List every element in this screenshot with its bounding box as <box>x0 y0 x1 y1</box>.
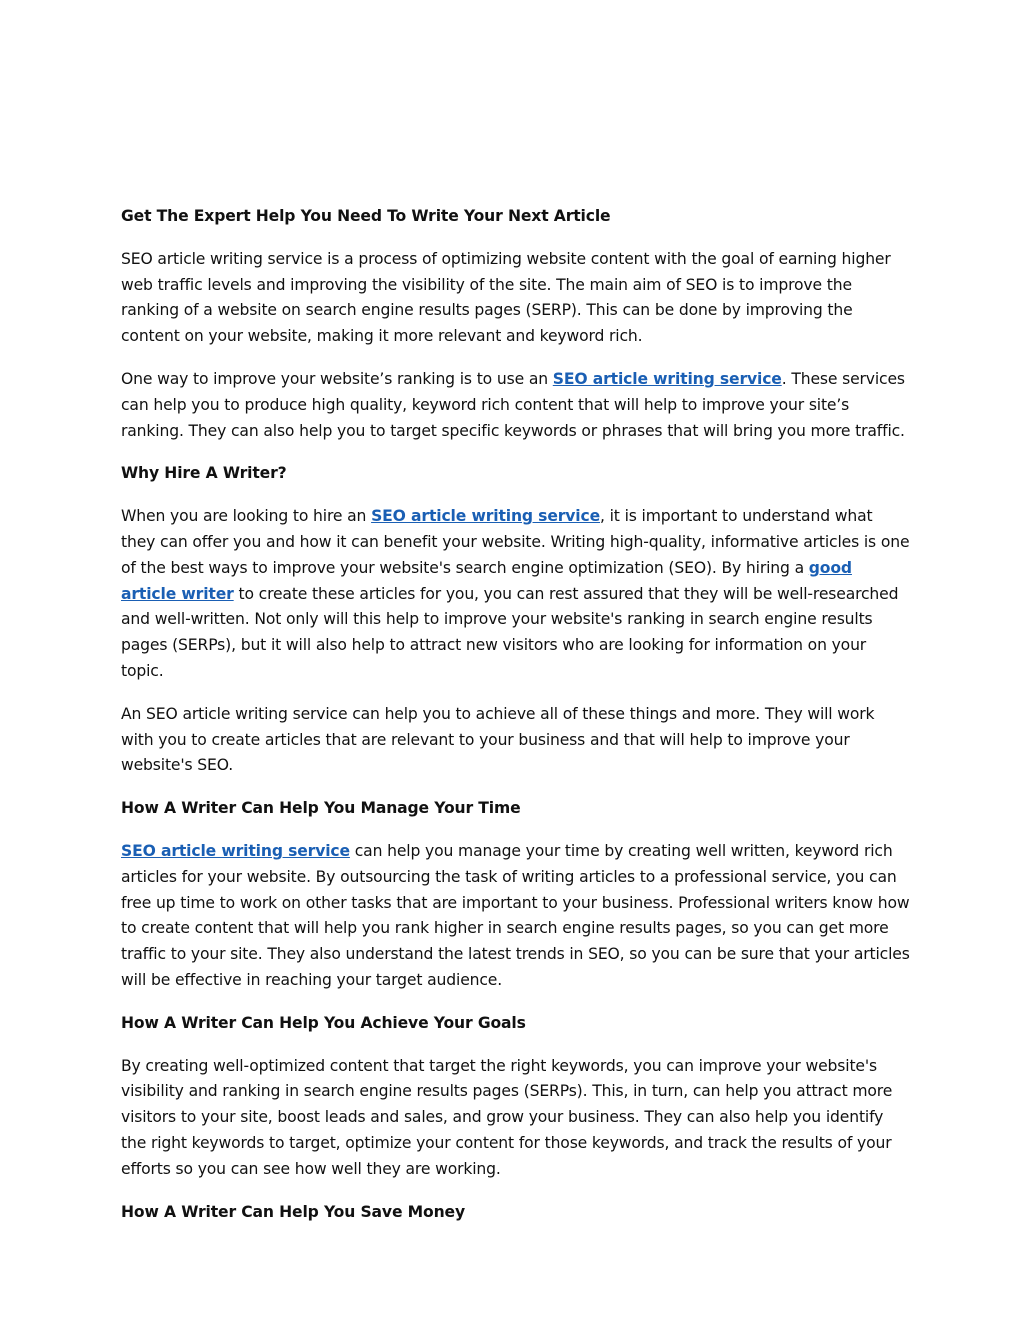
heading-save-money: How A Writer Can Help You Save Money <box>121 1202 465 1221</box>
paragraph-ranking <box>121 367 911 444</box>
seo-article-writing-service-link[interactable]: SEO article writing service <box>121 841 350 860</box>
good-article-writer-link[interactable]: good article writer <box>121 558 852 603</box>
seo-article-writing-service-link[interactable]: SEO article writing service <box>552 369 782 388</box>
heading-why-hire: Why Hire A Writer? <box>121 464 287 483</box>
paragraph-text: When you are looking to hire an <box>121 507 372 526</box>
paragraph-text: By creating well-optimized content that target the right keywords, you can improve your website's visibility and ranking in search engine results pages (SERPs). This, in turn, can help you attract more visitors to your site, boost leads and sales, and grow your business. They can also help you identify the right keywords to target, optimize your content for those keywords, and track the results of your efforts so you can see how well they are working. <box>121 1056 893 1178</box>
paragraph-text: . These services can help you to produce high quality, keyword rich content that will help to improve your site’s ranking. They can also help you to target specific keywords or phrases that will bring you more traffic. <box>121 369 905 440</box>
heading-achieve-goals: How A Writer Can Help You Achieve Your Goals <box>121 1013 526 1032</box>
paragraph-achieve <box>121 702 911 779</box>
seo-article-writing-service-link[interactable]: SEO article writing service <box>371 507 601 526</box>
paragraph-intro <box>121 247 911 350</box>
heading-manage-time: How A Writer Can Help You Manage Your Time <box>121 799 521 818</box>
paragraph-goals <box>121 1054 911 1183</box>
paragraph-text: An SEO article writing service can help you to achieve all of these things and more. They will work with you to create articles that are relevant to your business and that will help to improve your website's SEO. <box>121 704 875 775</box>
paragraph-text: to create these articles for you, you can rest assured that they will be well-researched and well-written. Not only will this help to improve your website's ranking in search engine results pages (SERPs), but it will also help to attract new visitors who are looking for information on your topic. <box>121 584 899 680</box>
heading-expert-help: Get The Expert Help You Need To Write Your Next Article <box>121 207 611 225</box>
document-body <box>121 204 911 1242</box>
paragraph-manage-time <box>121 839 911 994</box>
paragraph-text: One way to improve your website’s ranking is to use an <box>121 369 553 388</box>
paragraph-text: can help you manage your time by creating well written, keyword rich articles for your website. By outsourcing the task of writing articles to a professional service, you can free up time to work on other tasks that are important to your business. Professional writers know how to create content that will help you rank higher in search engine results pages, so you can get more traffic to your site. They also understand the latest trends in SEO, so you can be sure that your articles will be effective in reaching your target audience. <box>121 841 910 989</box>
paragraph-text: , it is important to understand what they can offer you and how it can benefit your website. Writing high-quality, informative articles is one of the best ways to improve your website's search engine optimization (SEO). By hiring a <box>121 507 910 577</box>
paragraph-text: SEO article writing service is a process of optimizing website content with the goal of earning higher web traffic levels and improving the visibility of the site. The main aim of SEO is to improve the ranking of a website on search engine results pages (SERP). This can be done by improving the content on your website, making it more relevant and keyword rich. <box>121 249 891 346</box>
paragraph-hire <box>121 504 911 685</box>
